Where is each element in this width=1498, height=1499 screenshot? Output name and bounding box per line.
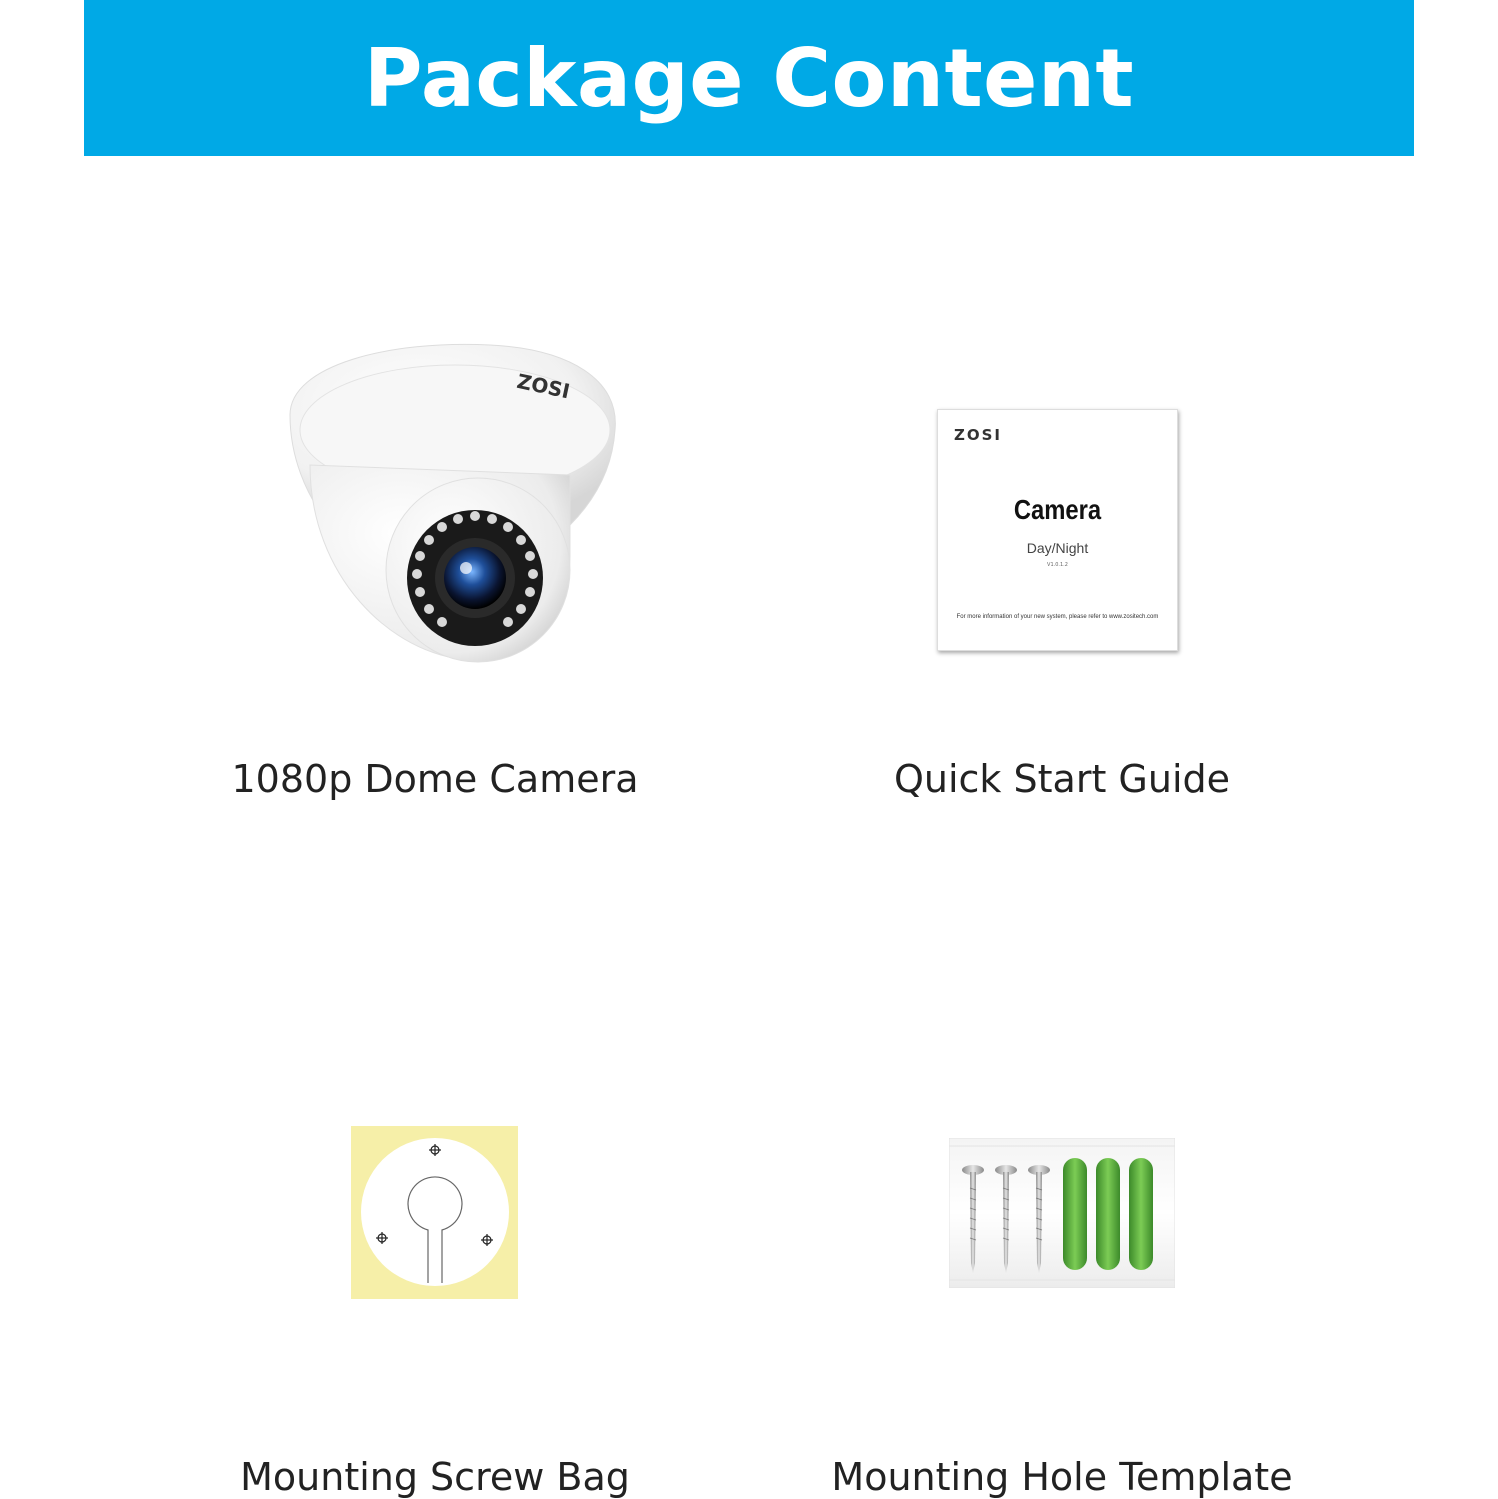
quick-start-guide-icon [937,409,1178,651]
guide-version: V1.0.1.2 [1047,562,1068,568]
screw-bag-icon [949,1138,1175,1288]
guide-title: Camera [1013,494,1102,525]
item-label-mounting-screw-bag: Mounting Screw Bag [240,1455,630,1499]
guide-brand: ZOSI [954,426,1003,444]
guide-footer: For more information of your new system, please refer to www.zositech.com [956,614,1159,620]
page-title: Package Content [363,31,1135,125]
mounting-template-icon [351,1126,518,1299]
camera-brand-mark: ZOSI [514,368,573,404]
item-label-dome-camera: 1080p Dome Camera [231,757,639,801]
item-label-mounting-hole-template: Mounting Hole Template [831,1455,1293,1499]
header-banner [84,0,1414,156]
item-label-quick-start-guide: Quick Start Guide [893,757,1231,801]
guide-subtitle: Day/Night [1026,540,1089,556]
dome-camera-icon [270,335,630,670]
